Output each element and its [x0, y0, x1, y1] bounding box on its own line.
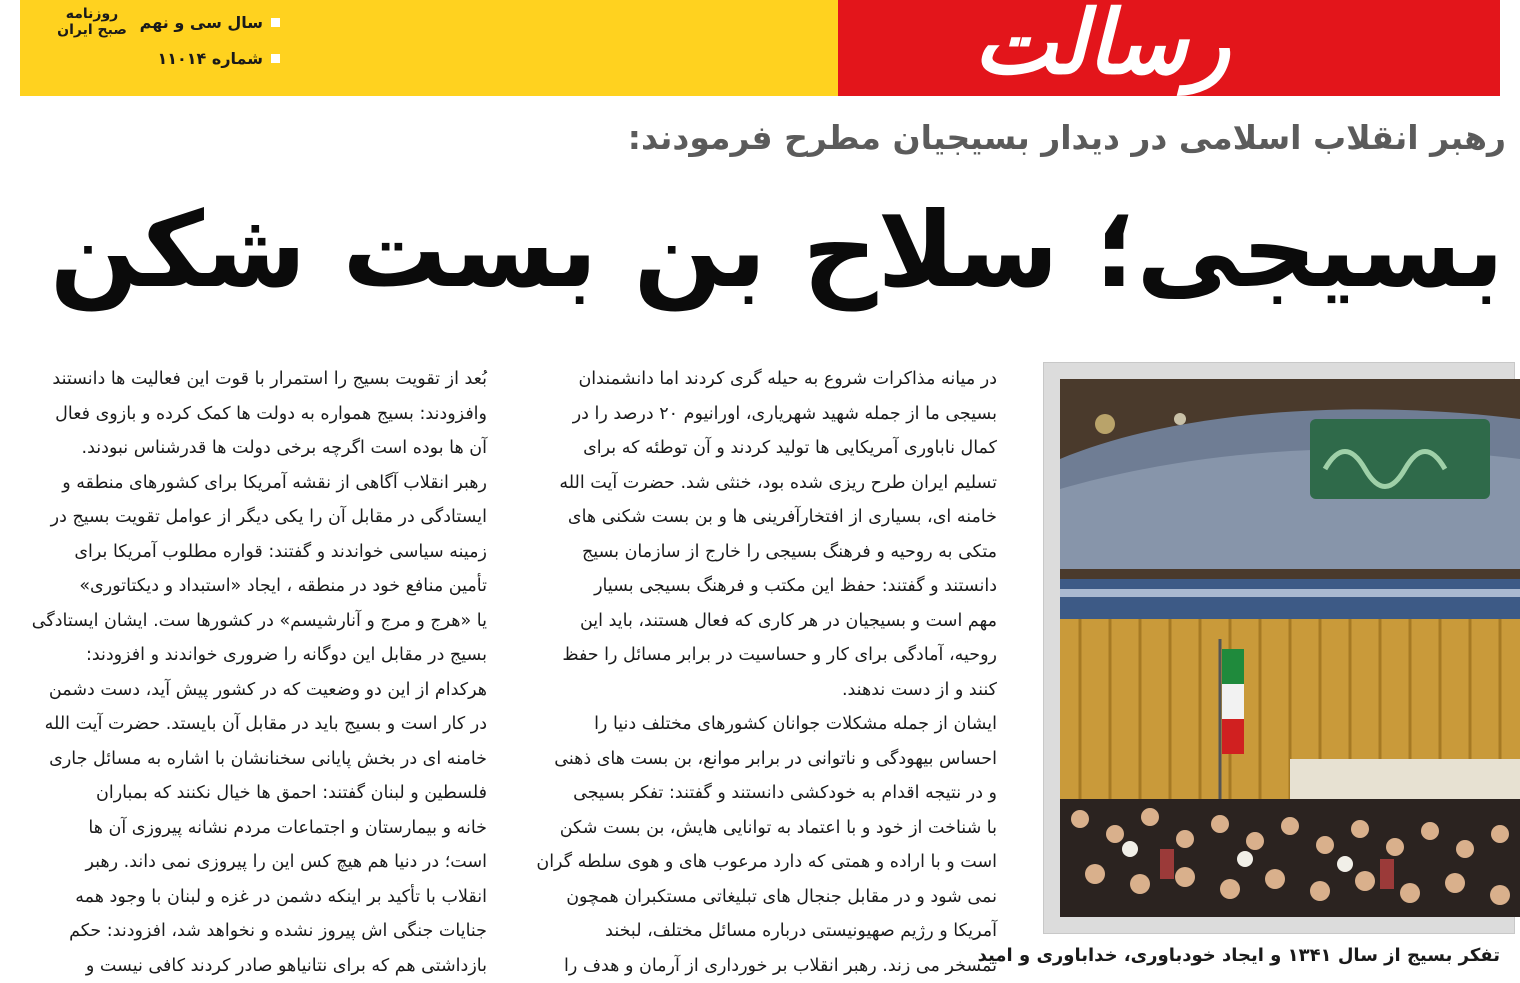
text-line: بسیج در مقابل این دوگانه را ضروری خواندند و افزودند:	[22, 638, 487, 673]
text-line: روحیه، آمادگی برای کار و حساسیت در برابر مسائل را حفظ	[530, 638, 997, 673]
year-line	[150, 4, 280, 40]
photo-caption: تفکر بسیج از سال ۱۳۴۱ و ایجاد خودباوری، خداباوری و امید	[1038, 938, 1500, 974]
text-line: دانستند و گفتند: حفظ این مکتب و فرهنگ بسیجی بسیار	[530, 569, 997, 604]
text-line: بسیجی ما از جمله شهید شهریاری، اورانیوم ۲۰ درصد را در	[530, 397, 997, 432]
text-line: احساس بیهودگی و ناتوانی در برابر موانع، بن بست های ذهنی	[530, 742, 997, 777]
photo-frame	[1043, 362, 1515, 934]
subheadline: رهبر انقلاب اسلامی در دیدار بسیجیان مطرح فرمودند:	[628, 118, 1506, 157]
bullet-square-icon	[271, 54, 280, 63]
text-line: خانه و بیمارستان و اجتماعات مردم نشانه پیروزی آن ها	[22, 811, 487, 846]
issue-line	[150, 40, 280, 76]
text-line: آن ها بوده است اگرچه برخی دولت ها قدرشناس نبودند.	[22, 431, 487, 466]
article-column-left	[22, 362, 487, 983]
text-line: خامنه ای، بسیاری از افتخارآفرینی ها و بن بست شکنی های	[530, 500, 997, 535]
year-label: سال سی و نهم	[140, 13, 263, 32]
news-photo	[1060, 379, 1520, 917]
text-line: خامنه ای در بخش پایانی سخنانشان با اشاره به مسائل جاری	[22, 742, 487, 777]
text-line: جنایات جنگی اش پیروز نشده و نخواهد شد، افزودند: حکم	[22, 914, 487, 949]
masthead-info-bar	[20, 0, 838, 96]
text-line: و در نتیجه اقدام به خودکشی دانستند و گفتند: تفکر بسیجی	[530, 776, 997, 811]
text-line: در کار است و بسیج باید در مقابل آن بایستد. حضرت آیت الله	[22, 707, 487, 742]
masthead-logo-bar	[838, 0, 1500, 96]
text-line: بازداشتی هم که برای نتانیاهو صادر کردند کافی نیست و	[22, 949, 487, 983]
bullet-square-icon	[271, 18, 280, 27]
text-line: فلسطین و لبنان گفتند: احمق ها خیال نکنند که بمباران	[22, 776, 487, 811]
issue-label: شماره ۱۱۰۱۴	[157, 49, 263, 68]
issue-meta	[150, 4, 280, 76]
text-line: وافزودند: بسیج همواره به دولت ها کمک کرده و بازوی فعال	[22, 397, 487, 432]
text-line: کنند و از دست ندهند.	[530, 673, 997, 708]
text-line: در میانه مذاکرات شروع به حیله گری کردند اما دانشمندان	[530, 362, 997, 397]
text-line: رهبر انقلاب آگاهی از نقشه آمریکا برای کشورهای منطقه و	[22, 466, 487, 501]
text-line: تسلیم ایران طرح ریزی شده بود، خنثی شد. حضرت آیت الله	[530, 466, 997, 501]
text-line: کمال ناباوری آمریکایی ها تولید کردند و آن توطئه که برای	[530, 431, 997, 466]
text-line: زمینه سیاسی خواندند و گفتند: قواره مطلوب آمریکا برای	[22, 535, 487, 570]
text-line: بُعد از تقویت بسیج را استمرار با قوت این فعالیت ها دانستند	[22, 362, 487, 397]
text-line: ایشان از جمله مشکلات جوانان کشورهای مختلف دنیا را	[530, 707, 997, 742]
text-line: است و با اراده و همتی که دارد مرعوب های و هوی سلطه گران	[530, 845, 997, 880]
text-line: تأمین منافع خود در منطقه ، ایجاد «استبداد و دیکتاتوری»	[22, 569, 487, 604]
text-line: نمی شود و در مقابل جنجال های تبلیغاتی مستکبران همچون	[530, 880, 997, 915]
newspaper-logo: رسالت	[974, 0, 1230, 91]
text-line: آمریکا و رژیم صهیونیستی درباره مسائل مختلف، لبخند	[530, 914, 997, 949]
text-line: ایستادگی در مقابل آن را یکی دیگر از عوامل تقویت بسیج در	[22, 500, 487, 535]
masthead	[20, 0, 1500, 96]
gathering-photo-illustration	[1060, 379, 1520, 917]
text-line: با شناخت از خود و با اعتماد به توانایی هایش، بن بست شکن	[530, 811, 997, 846]
text-line: متکی به روحیه و فرهنگ بسیجی را خارج از سازمان بسیج	[530, 535, 997, 570]
text-line: مهم است و بسیجیان در هر کاری که فعال هستند، باید این	[530, 604, 997, 639]
text-line: یا «هرج و مرج و آنارشیسم» در کشورها ست. ایشان ایستادگی	[22, 604, 487, 639]
text-line: است؛ در دنیا هم هیچ کس این را پیروزی نمی داند. رهبر	[22, 845, 487, 880]
text-line: تمسخر می زند. رهبر انقلاب بر خورداری از آرمان و هدف را	[530, 949, 997, 983]
text-line: هرکدام از این دو وضعیت که در کشور پیش آید، دست دشمن	[22, 673, 487, 708]
headline: بسیجی؛ سلاح بن بست شکن	[50, 188, 1504, 313]
article-column-middle	[530, 362, 997, 983]
daily-name: روزنامه صبح ایران	[52, 6, 132, 38]
text-line: انقلاب با تأکید بر اینکه دشمن در غزه و لبنان با وجود همه	[22, 880, 487, 915]
